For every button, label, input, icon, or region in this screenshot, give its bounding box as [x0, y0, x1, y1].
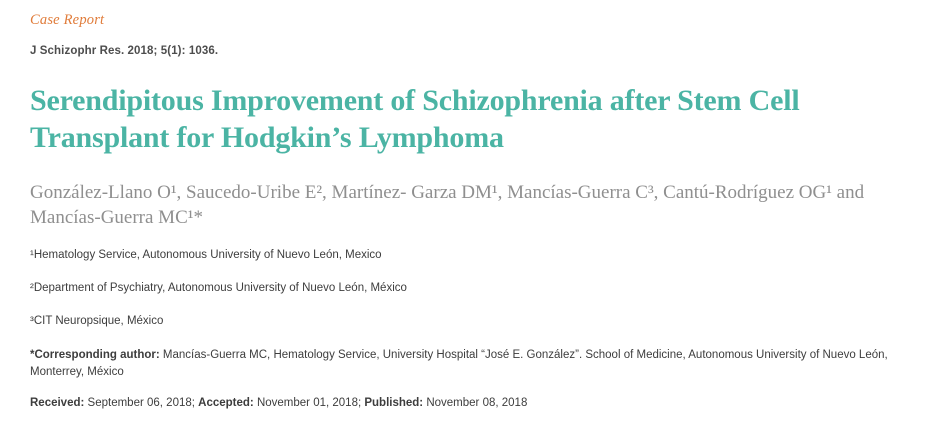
author-list: González-Llano O¹, Saucedo-Uribe E², Martínez- Garza DM¹, Mancías-Guerra C³, Cantú-Rodríguez OG¹ and Mancías-Guerra MC¹* — [30, 182, 865, 229]
accepted-value: November 01, 2018; — [253, 396, 365, 409]
received-label: Received: — [30, 396, 85, 409]
published-label: Published: — [364, 396, 424, 409]
affiliation-2: ²Department of Psychiatry, Autonomous University of Nuevo León, México — [30, 282, 407, 295]
accepted-label: Accepted: — [198, 396, 254, 409]
corresponding-author-text: Mancías-Guerra MC, Hematology Service, University Hospital “José E. González”. School of Medicine, Autonomous University of Nuevo León, Monterrey, México — [30, 349, 888, 378]
corresponding-author-block — [30, 347, 913, 380]
received-value: September 06, 2018; — [84, 396, 199, 409]
affiliation-3: ³CIT Neuropsique, México — [30, 315, 164, 328]
affiliation-1: ¹Hematology Service, Autonomous University of Nuevo León, Mexico — [30, 249, 382, 262]
publication-dates — [30, 397, 913, 409]
corresponding-author-label: *Corresponding author: — [30, 349, 160, 362]
published-value: November 08, 2018 — [423, 396, 528, 409]
journal-citation: J Schizophr Res. 2018; 5(1): 1036. — [30, 45, 219, 57]
page-title: Serendipitous Improvement of Schizophrenia after Stem Cell Transplant for Hodgkin’s Lymphoma — [30, 84, 800, 154]
article-type-label: Case Report — [30, 12, 105, 28]
